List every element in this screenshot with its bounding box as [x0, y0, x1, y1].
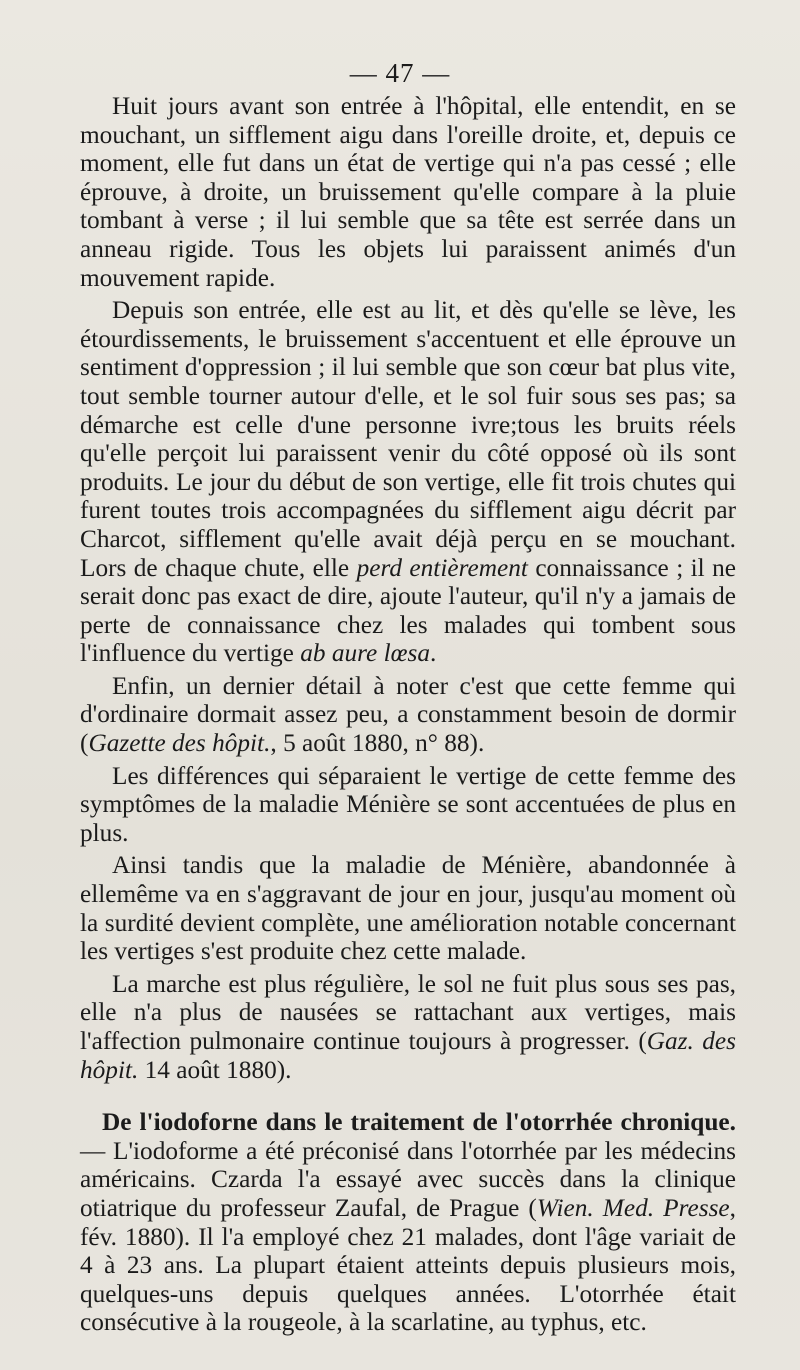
paragraph-7 — [80, 1108, 736, 1337]
paragraph-2-text-c: . — [429, 639, 437, 668]
paragraph-3 — [80, 672, 736, 758]
paragraph-7-text-b: , fév. 1880). Il l'a employé chez 21 malades, dont l'âge variait de 4 à 23 ans. La plupart étaient atteints depuis plusieurs mois, quelques-uns depuis quelques années. L'otorrhée était consécutive à la rougeole, à la scarlatine, au typhus, etc. — [80, 1193, 736, 1337]
paragraph-2-italic-a: perd entièrement — [356, 553, 528, 582]
paragraph-1-text: Huit jours avant son entrée à l'hôpital, elle entendit, en se mouchant, un sifflement aigu dans l'oreille droite, et, depuis ce moment, elle fut dans un état de vertige qui n'a pas cessé ; elle éprouve, à droite, un bruissement qu'elle compare à la pluie tombant à verse ; il lui semble que sa tête est serrée dans un anneau rigide. Tous les objets lui paraissent animés d'un mouvement rapide. — [80, 92, 736, 292]
page-number: — 47 — — [349, 58, 451, 88]
paragraph-2-text-b: connaissance ; il ne serait donc pas exact de dire, ajoute l'auteur, qu'il n'y a jamais de perte de connaissance chez les malades qui tombent sous l'influence du vertige — [80, 553, 736, 668]
section-title: De l'iodoforne dans le traitement de l'otorrhée chronique. — [102, 1108, 736, 1137]
paragraph-5 — [80, 851, 736, 965]
paragraph-6-citation: Gaz. des hôpit. — [80, 1027, 736, 1084]
paragraph-2-text-a: Depuis son entrée, elle est au lit, et dès qu'elle se lève, les étourdissements, le bruissement s'accentuent et elle éprouve un sentiment d'oppression ; il lui semble que son cœur bat plus vite, tout semble tourner autour d'elle, et le sol fuir sous ses pas; sa démarche est celle d'une personne ivre;tous les bruits réels qu'elle perçoit lui paraissent venir du côté opposé où ils sont produits. Le jour du début de son vertige, elle fit trois chutes qui furent toutes trois accompagnées du sifflement aigu décrit par Charcot, sifflement qu'elle avait déjà perçu en se mouchant. Lors de chaque chute, elle — [80, 296, 736, 582]
paragraph-3-citation: Gazette des hôpit. — [88, 729, 271, 758]
paragraph-6 — [80, 970, 736, 1084]
body-text — [80, 92, 736, 1337]
paragraph-7-citation: Wien. Med. Presse — [536, 1193, 730, 1222]
paragraph-6-text-b: 14 août 1880). — [138, 1055, 292, 1084]
paragraph-5-text: Ainsi tandis que la maladie de Ménière, abandonnée à ellemême va en s'aggravant de jour en jour, jusqu'au moment où la surdité devient complète, une amélioration notable concernant les vertiges s'est produite chez cette malade. — [80, 851, 736, 966]
paragraph-3-text-b: , 5 août 1880, n° 88). — [270, 729, 485, 758]
paragraph-4-text: Les différences qui séparaient le vertige de cette femme des symptômes de la maladie Ménière se sont accentuées de plus en plus. — [80, 761, 736, 847]
paragraph-7-text-a: — L'iodoforme a été préconisé dans l'otorrhée par les médecins américains. Czarda l'a essayé avec succès dans la clinique otiatrique du professeur Zaufal, de Prague ( — [80, 1136, 736, 1222]
paragraph-2 — [80, 296, 736, 668]
paragraph-3-text-a: Enfin, un dernier détail à noter c'est que cette femme qui d'ordinaire dormait assez peu, a constamment besoin de dormir ( — [80, 671, 736, 758]
paragraph-1 — [80, 92, 736, 292]
paragraph-4 — [80, 762, 736, 848]
paragraph-2-italic-b: ab aure lœsa — [300, 639, 430, 668]
paragraph-6-text-a: La marche est plus régulière, le sol ne fuit plus sous ses pas, elle n'a plus de nausées se rattachant aux vertiges, mais l'affection pulmonaire continue toujours à progresser. ( — [80, 969, 736, 1055]
